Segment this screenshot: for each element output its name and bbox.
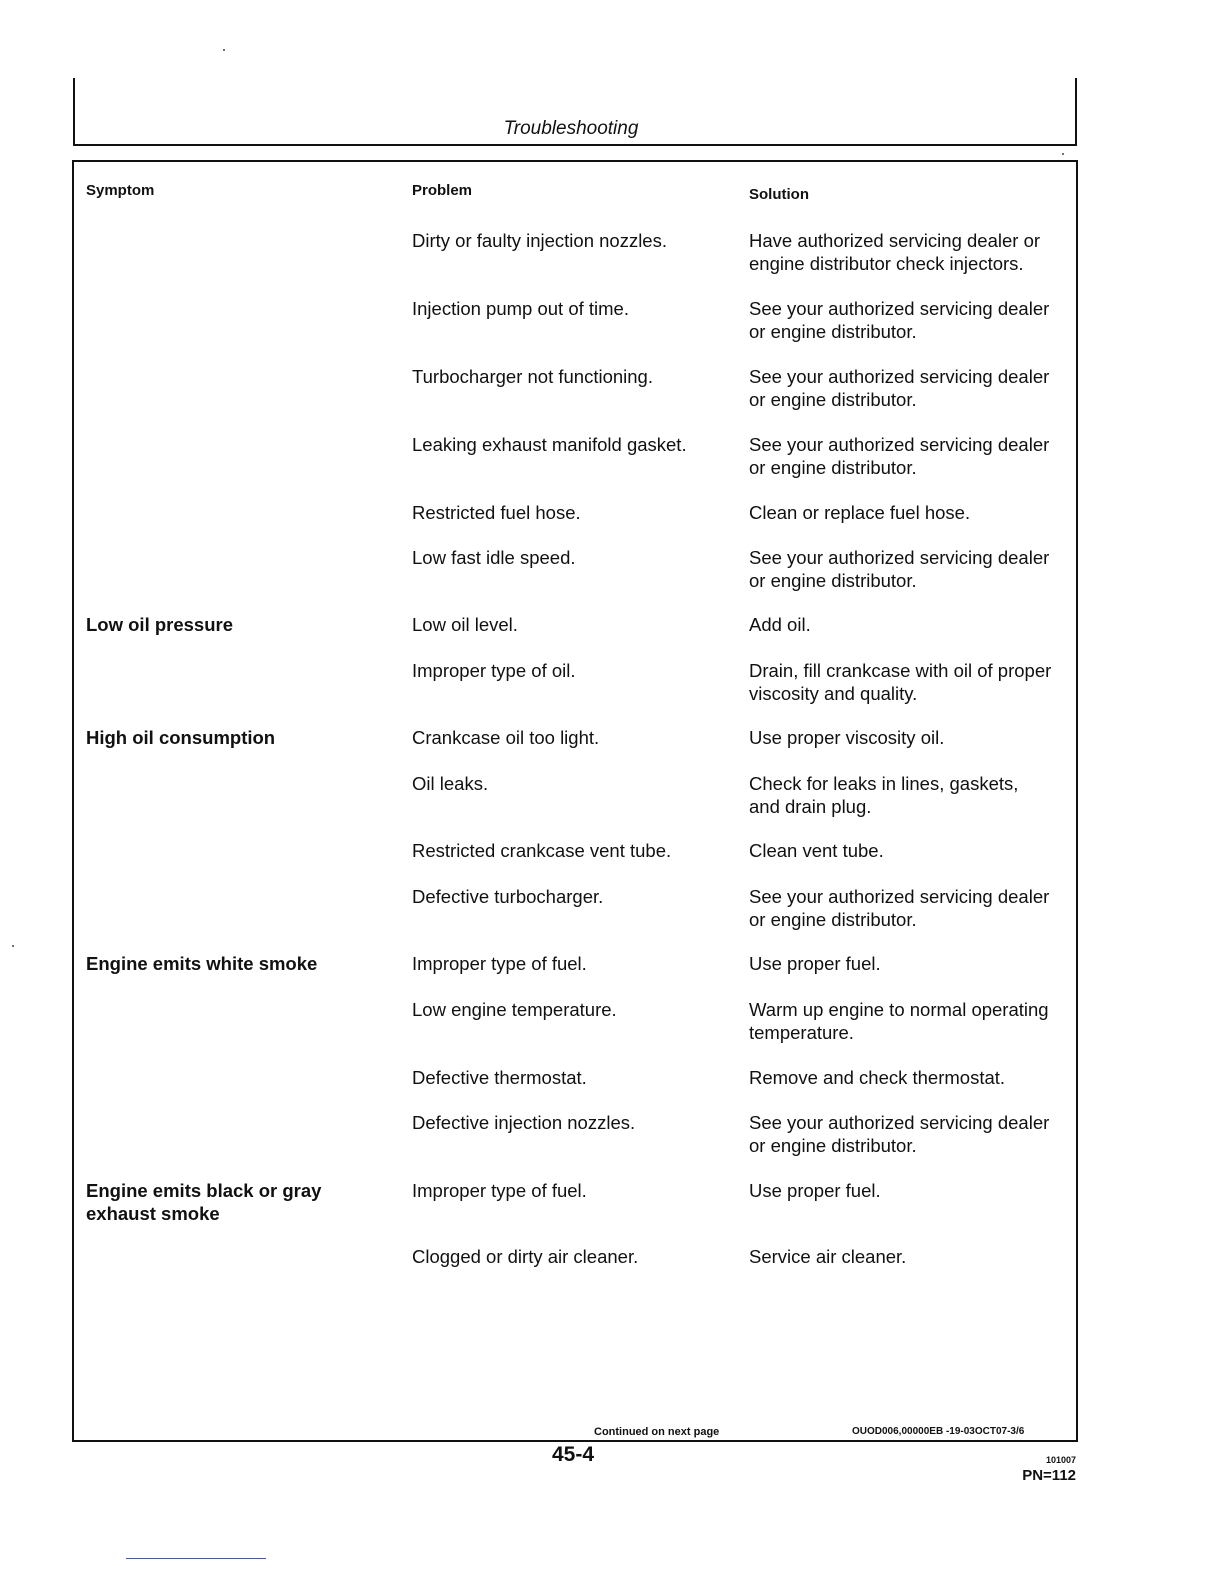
- solution-cell: Warm up engine to normal operating temperature.: [749, 999, 1049, 1043]
- column-header-solution: Solution: [749, 186, 809, 203]
- document-code: OUOD006,00000EB -19-03OCT07-3/6: [852, 1426, 1025, 1437]
- problem-cell: Clogged or dirty air cleaner.: [412, 1246, 639, 1267]
- problem-cell: Restricted fuel hose.: [412, 502, 581, 523]
- solution-cell: Drain, fill crankcase with oil of proper viscosity and quality.: [749, 660, 1052, 704]
- running-header: [73, 78, 1077, 146]
- date-code: 101007: [1045, 1455, 1076, 1465]
- bottom-rule: [126, 1558, 266, 1559]
- running-title: Troubleshooting: [503, 118, 639, 139]
- problem-cell: Restricted crankcase vent tube.: [412, 840, 672, 861]
- solution-cell: See your authorized servicing dealer or engine distributor.: [749, 547, 1050, 591]
- symptom-cell: Engine emits white smoke: [86, 953, 318, 974]
- problem-cell: Low fast idle speed.: [412, 547, 576, 568]
- solution-cell: Remove and check thermostat.: [749, 1067, 1006, 1088]
- solution-cell: Add oil.: [749, 614, 811, 635]
- problem-cell: Turbocharger not functioning.: [412, 366, 653, 387]
- problem-cell: Improper type of oil.: [412, 660, 576, 681]
- pn-number: PN=112: [1022, 1467, 1076, 1484]
- problem-cell: Defective turbocharger.: [412, 886, 604, 907]
- problem-cell: Defective thermostat.: [412, 1067, 587, 1088]
- scan-speck: [223, 49, 225, 51]
- scan-speck: [12, 945, 14, 947]
- solution-cell: Use proper fuel.: [749, 953, 881, 974]
- symptom-cell: Engine emits black or gray exhaust smoke: [86, 1180, 322, 1224]
- problem-cell: Low oil level.: [412, 614, 518, 635]
- problem-cell: Improper type of fuel.: [412, 953, 587, 974]
- page-number: 45-4: [552, 1443, 595, 1466]
- solution-cell: See your authorized servicing dealer or engine distributor.: [749, 366, 1050, 410]
- symptom-cell: Low oil pressure: [86, 614, 234, 635]
- symptom-cell: High oil consumption: [86, 727, 276, 748]
- continued-note: Continued on next page: [594, 1426, 720, 1438]
- problem-cell: Crankcase oil too light.: [412, 727, 600, 748]
- troubleshooting-table: [72, 160, 1078, 1442]
- problem-cell: Leaking exhaust manifold gasket.: [412, 434, 687, 455]
- solution-cell: See your authorized servicing dealer or engine distributor.: [749, 434, 1050, 478]
- solution-cell: Service air cleaner.: [749, 1246, 907, 1267]
- problem-cell: Improper type of fuel.: [412, 1180, 587, 1201]
- problem-cell: Defective injection nozzles.: [412, 1112, 636, 1133]
- solution-cell: Use proper fuel.: [749, 1180, 881, 1201]
- problem-cell: Dirty or faulty injection nozzles.: [412, 230, 667, 251]
- solution-cell: Clean or replace fuel hose.: [749, 502, 971, 523]
- solution-cell: See your authorized servicing dealer or engine distributor.: [749, 886, 1050, 930]
- solution-cell: See your authorized servicing dealer or engine distributor.: [749, 1112, 1050, 1156]
- problem-cell: Oil leaks.: [412, 773, 489, 794]
- column-header-symptom: Symptom: [86, 182, 155, 199]
- solution-cell: Clean vent tube.: [749, 840, 884, 861]
- scan-speck: [1062, 153, 1064, 155]
- problem-cell: Injection pump out of time.: [412, 298, 629, 319]
- solution-cell: Check for leaks in lines, gaskets, and drain plug.: [749, 773, 1019, 817]
- problem-cell: Low engine temperature.: [412, 999, 617, 1020]
- column-header-problem: Problem: [412, 182, 473, 199]
- solution-cell: Use proper viscosity oil.: [749, 727, 945, 748]
- solution-cell: Have authorized servicing dealer or engine distributor check injectors.: [749, 230, 1041, 274]
- solution-cell: See your authorized servicing dealer or engine distributor.: [749, 298, 1050, 342]
